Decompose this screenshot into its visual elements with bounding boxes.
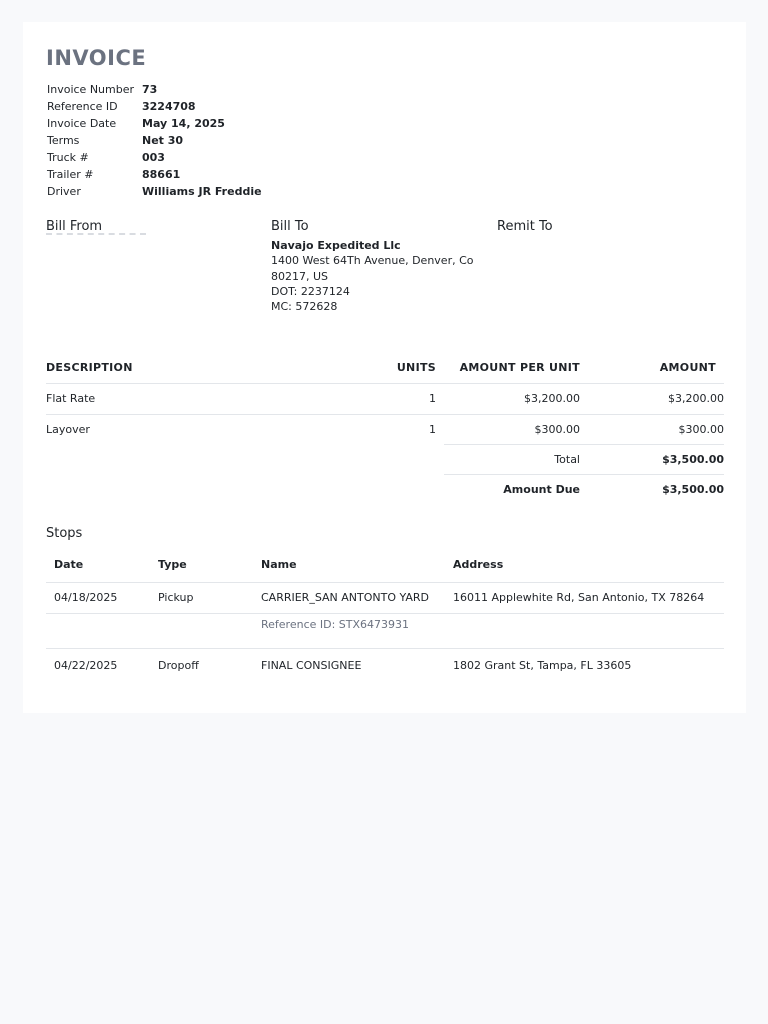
header-amount: AMOUNT [659, 361, 716, 374]
meta-value: Williams JR Freddie [142, 185, 262, 198]
meta-row-trailer [47, 166, 262, 183]
total-label: Total [554, 453, 580, 466]
table-row [46, 583, 724, 614]
bill-from-redacted-line [46, 233, 146, 239]
stop-date: 04/18/2025 [54, 591, 118, 604]
header-address: Address [453, 558, 504, 571]
header-type: Type [158, 558, 187, 571]
invoice-title: INVOICE [46, 46, 147, 70]
meta-label: Trailer # [47, 168, 94, 181]
header-amount-per-unit: AMOUNT PER UNIT [459, 361, 580, 374]
amount-due-label: Amount Due [503, 483, 580, 496]
item-description: Layover [46, 423, 90, 436]
stop-type: Pickup [158, 591, 194, 604]
stops-table [46, 550, 724, 683]
header-date: Date [54, 558, 84, 571]
stop-date: 04/22/2025 [54, 659, 118, 672]
meta-value: 73 [142, 83, 158, 96]
bill-from-section [46, 218, 146, 239]
stop-address: 1802 Grant St, Tampa, FL 33605 [453, 659, 632, 672]
total-value: $3,500.00 [662, 453, 724, 466]
meta-label: Reference ID [47, 100, 118, 113]
bill-to-address-line2: 80217, US [271, 269, 329, 283]
item-amount-per-unit: $3,200.00 [524, 392, 580, 405]
bill-from-heading: Bill From [46, 219, 103, 234]
item-amount: $300.00 [678, 423, 724, 436]
stop-type: Dropoff [158, 659, 199, 672]
meta-value: 88661 [142, 168, 181, 181]
stop-reference-id: Reference ID: STX6473931 [261, 618, 410, 631]
remit-to-section [497, 218, 553, 238]
line-items-header [46, 352, 724, 384]
meta-label: Truck # [47, 151, 89, 164]
bill-to-name: Navajo Expedited Llc [271, 239, 401, 252]
item-amount: $3,200.00 [668, 392, 724, 405]
meta-row-invoice-number [47, 81, 262, 98]
stops-header [46, 550, 724, 583]
header-description: DESCRIPTION [46, 361, 133, 374]
meta-label: Invoice Date [47, 117, 117, 130]
bill-to-address-line1: 1400 West 64Th Avenue, Denver, Co [271, 254, 474, 268]
meta-label: Driver [47, 185, 81, 198]
invoice-meta [47, 81, 262, 200]
table-row [46, 384, 724, 415]
line-items-table [46, 352, 724, 445]
bill-to-section [271, 218, 474, 314]
meta-row-reference-id [47, 98, 262, 115]
meta-value: 3224708 [142, 100, 196, 113]
item-amount-per-unit: $300.00 [534, 423, 580, 436]
bill-to-heading: Bill To [271, 219, 309, 234]
header-name: Name [261, 558, 297, 571]
meta-value: 003 [142, 151, 165, 164]
header-units: UNITS [396, 361, 436, 374]
meta-row-terms [47, 132, 262, 149]
item-units: 1 [429, 423, 436, 436]
meta-value: May 14, 2025 [142, 117, 225, 130]
item-units: 1 [429, 392, 436, 405]
table-row [46, 649, 724, 683]
stop-name: CARRIER_SAN ANTONTO YARD [261, 591, 430, 604]
amount-due-value: $3,500.00 [662, 483, 724, 496]
stop-reference-row [46, 614, 724, 649]
meta-row-truck [47, 149, 262, 166]
amount-due-row [444, 474, 724, 504]
meta-label: Invoice Number [47, 83, 135, 96]
stop-address: 16011 Applewhite Rd, San Antonio, TX 78264 [453, 591, 705, 604]
bill-to-dot: DOT: 2237124 [271, 284, 350, 298]
meta-row-driver [47, 183, 262, 200]
meta-label: Terms [47, 134, 80, 147]
remit-to-heading: Remit To [497, 219, 553, 234]
total-row [444, 444, 724, 474]
meta-row-invoice-date [47, 115, 262, 132]
stops-heading: Stops [46, 526, 83, 541]
meta-value: Net 30 [142, 134, 184, 147]
bill-to-mc: MC: 572628 [271, 300, 338, 314]
item-description: Flat Rate [46, 392, 96, 405]
table-row [46, 415, 724, 445]
totals-block [444, 444, 724, 504]
invoice-card [23, 22, 746, 713]
stop-name: FINAL CONSIGNEE [261, 659, 362, 672]
